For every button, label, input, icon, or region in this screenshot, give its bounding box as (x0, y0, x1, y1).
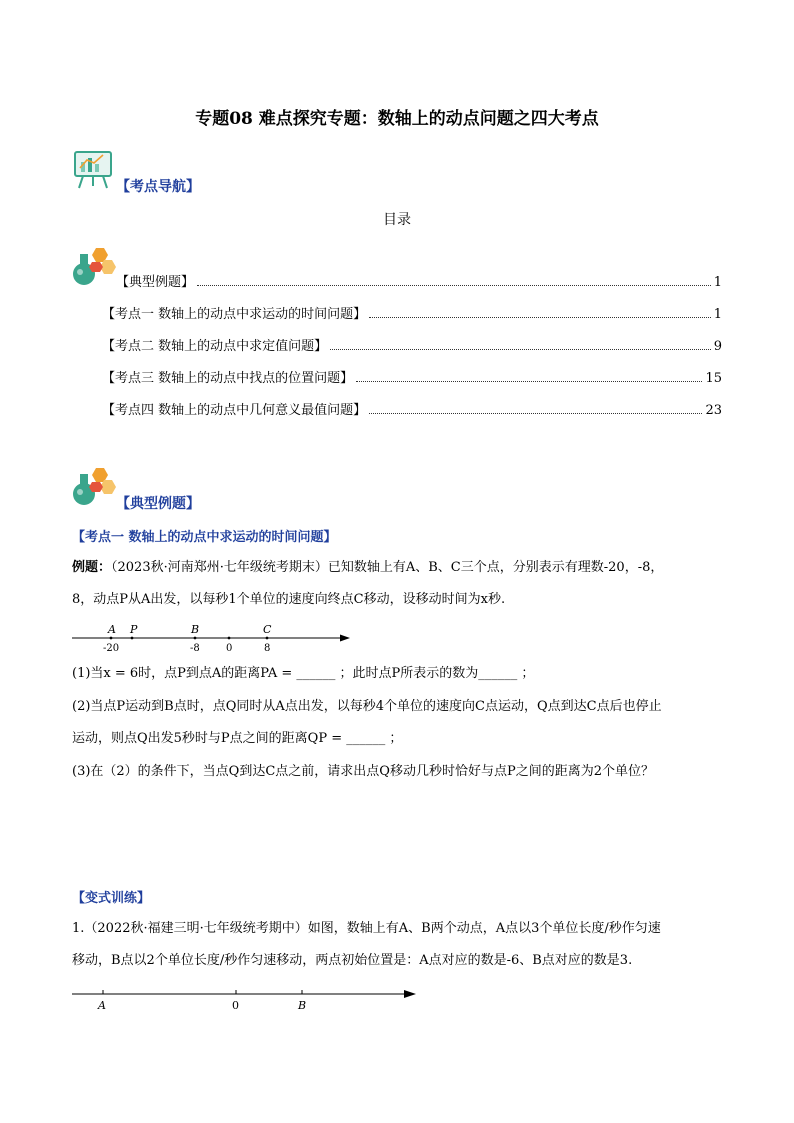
example-label: 例题： (72, 560, 112, 575)
nl2-label-b: B (298, 999, 307, 1012)
nav-heading: 【考点导航】 (116, 179, 200, 195)
toc-leader (369, 317, 711, 318)
toc-item-page: 9 (713, 339, 722, 354)
nl1-value-a: -20 (103, 643, 120, 654)
toc-leader (356, 381, 702, 382)
nl1-point-zero (228, 637, 231, 640)
toc-item-label: 【考点二 数轴上的动点中求定值问题】 (102, 339, 328, 354)
nl1-label-c: C (263, 623, 272, 636)
practice-line2: 移动，B点以2个单位长度/秒作匀速移动，两点初始位置是：A点对应的数是-6、B点对应的数是3. (72, 953, 633, 968)
question-2a: (2)当点P运动到B点时，点Q同时从A点出发，以每秒4个单位的速度向C点运动，Q点到达C点后也停止 (72, 699, 662, 714)
practice-heading: 【变式训练】 (72, 891, 151, 906)
toc-item-page: 1 (713, 307, 722, 322)
topic1-heading: 【考点一 数轴上的动点中求运动的时间问题】 (72, 530, 337, 545)
nl2-label-a: A (98, 999, 106, 1012)
nl1-value-b: -8 (190, 643, 200, 654)
toc-leader (197, 285, 711, 286)
question-3: (3)在（2）的条件下，当点Q到达C点之前，请求出点Q移动几秒时恰好与点P之间的距离为2个单位？ (72, 764, 654, 779)
toc-item-label: 【考点一 数轴上的动点中求运动的时间问题】 (102, 307, 367, 322)
nl1-point-c (266, 637, 269, 640)
nl1-label-a: A (108, 623, 116, 636)
nl1-value-zero: 0 (226, 643, 233, 654)
toc-item-page: 23 (705, 403, 722, 418)
nl1-value-c: 8 (264, 643, 271, 654)
toc-item[interactable] (102, 302, 722, 322)
flask-icon (70, 466, 116, 506)
toc-item[interactable] (102, 334, 722, 354)
toc-item[interactable] (102, 398, 722, 418)
flask-icon (70, 246, 116, 286)
nl1-point-p (131, 637, 134, 640)
toc-leader (369, 413, 702, 414)
examples-heading: 【典型例题】 (116, 496, 200, 512)
toc-item-page: 15 (705, 371, 722, 386)
question-1: (1)当x = 6时，点P到点A的距离PA = ______ ；此时点P所表示的数为______ ； (72, 666, 535, 681)
practice-line1: 1.（2022秋·福建三明·七年级统考期中）如图，数轴上有A、B两个动点，A点以3个单位长度/秒作匀速 (72, 921, 661, 936)
toc-item-label: 【典型例题】 (116, 275, 195, 290)
toc-item[interactable] (102, 366, 722, 386)
nl2-label-zero: 0 (232, 999, 239, 1012)
nl1-point-b (194, 637, 197, 640)
toc-leader (330, 349, 711, 350)
question-2b: 运动，则点Q出发5秒时与P点之间的距离QP = ______ ； (72, 731, 403, 746)
number-line-2 (70, 982, 422, 1012)
toc-item-label: 【考点三 数轴上的动点中找点的位置问题】 (102, 371, 354, 386)
example-text: （2023秋·河南郑州·七年级统考期末）已知数轴上有A、B、C三个点，分别表示有理数-20，-8， (111, 560, 664, 575)
toc-item[interactable] (116, 270, 722, 290)
page-title: 专题08 难点探究专题：数轴上的动点问题之四大考点 (195, 109, 599, 129)
toc-item-page: 1 (713, 275, 722, 290)
nl1-point-a (110, 637, 113, 640)
nl1-label-p: P (130, 623, 138, 636)
example-line2: 8，动点P从A出发，以每秒1个单位的速度向终点C移动，设移动时间为x秒. (72, 592, 506, 607)
number-line-1 (70, 618, 360, 656)
toc-item-label: 【考点四 数轴上的动点中几何意义最值问题】 (102, 403, 367, 418)
toc-title: 目录 (383, 212, 411, 228)
example-line1 (72, 558, 663, 578)
nl1-label-b: B (191, 623, 200, 636)
easel-icon (73, 148, 119, 190)
